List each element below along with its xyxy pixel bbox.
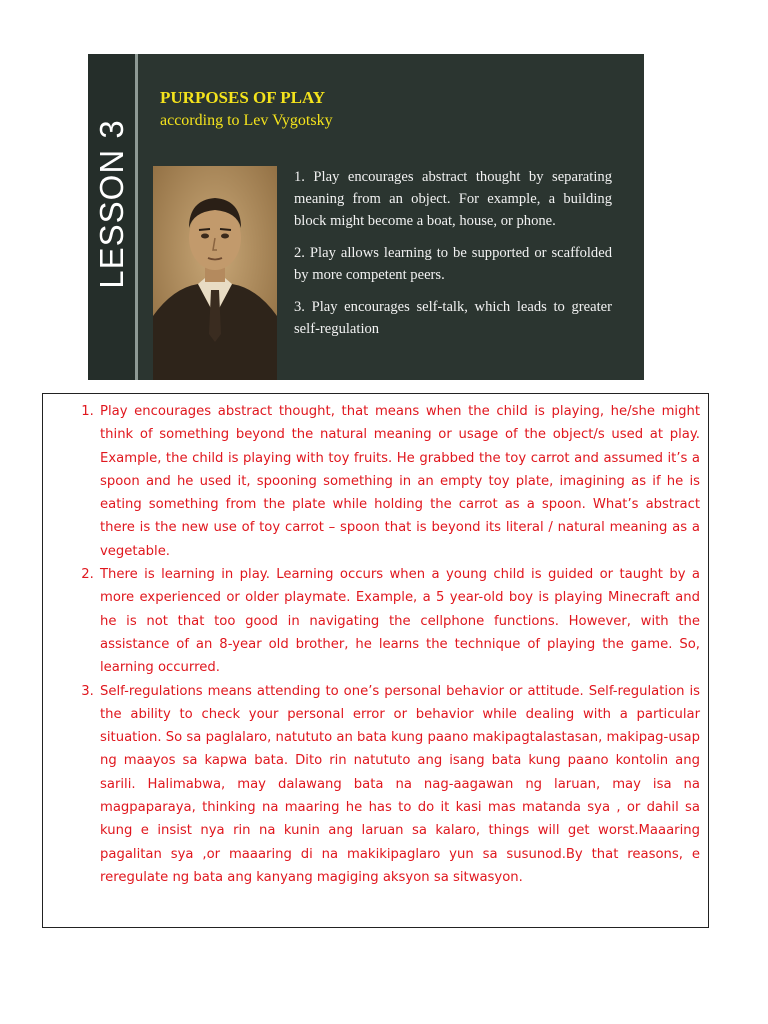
lesson-label: LESSON 3: [93, 119, 130, 289]
notes-item: 1. Play encourages abstract thought, that means when the child is playing, he/she might think of something beyond the natural meaning or usage of the object/s used at play. Example, the child is playing with toy fruits. He grabbed the toy carrot and assumed it’s a spoon and he used it, spooning something in an empty toy plate, imagining as if he is eating something from the plate while holding the carrot as a spoon. What’s abstract there is the new use of toy carrot – spoon that is beyond its literal / natural meaning as a vegetable.: [98, 400, 700, 563]
slide-subtitle: according to Lev Vygotsky: [160, 112, 333, 129]
lesson-slide: [88, 54, 644, 380]
notes-item: 3. Self-regulations means attending to one’s personal behavior or attitude. Self-regulation is the ability to check your personal error or behavior while dealing with a particular situation. So sa paglalaro, natututo an bata kung paano makipagtalastasan, makipag-usap ng maayos sa kapwa bata. Dito rin natututo ang isang bata kung paano kontolin ang sarili. Halimabwa, may dalawang bata na nag-aagawan ng laruan, may isa na magpaparaya, thinking na maaring he has to do it kasi mas matanda sya , or dahil sa kung e insist nya rin na kunin ang laruan sa kalaro, things will get worst.Maaaring pagalitan sya ,or maaaring di na makikipaglaro yun sa susunod.By that reasons, e reregulate ng bata ang kanyang magiging aksyon sa sitwasyon.: [98, 680, 700, 890]
slide-point: 3. Play encourages self-talk, which leads to greater self-regulation: [294, 299, 612, 337]
slide-point: 2. Play allows learning to be supported or scaffolded by more competent peers.: [294, 245, 612, 283]
notes-list: [43, 394, 708, 889]
portrait-illustration: [153, 166, 277, 380]
notes-item: 2. There is learning in play. Learning occurs when a young child is guided or taught by a more experienced or older playmate. Example, a 5 year-old boy is playing Minecraft and he is not that too good in navigating the cellphone functions. However, with the assistance of an 8-year old brother, he learns the technique of playing the game. So, learning occurred.: [98, 563, 700, 679]
notes-box: [42, 393, 709, 928]
slide-title: PURPOSES OF PLAY: [160, 88, 325, 107]
portrait-photo: [153, 166, 277, 380]
sidebar-rule: [135, 54, 138, 380]
slide-point: 1. Play encourages abstract thought by separating meaning from an object. For example, a building block might become a boat, house, or phone.: [294, 169, 612, 229]
slide-points: [294, 166, 612, 350]
